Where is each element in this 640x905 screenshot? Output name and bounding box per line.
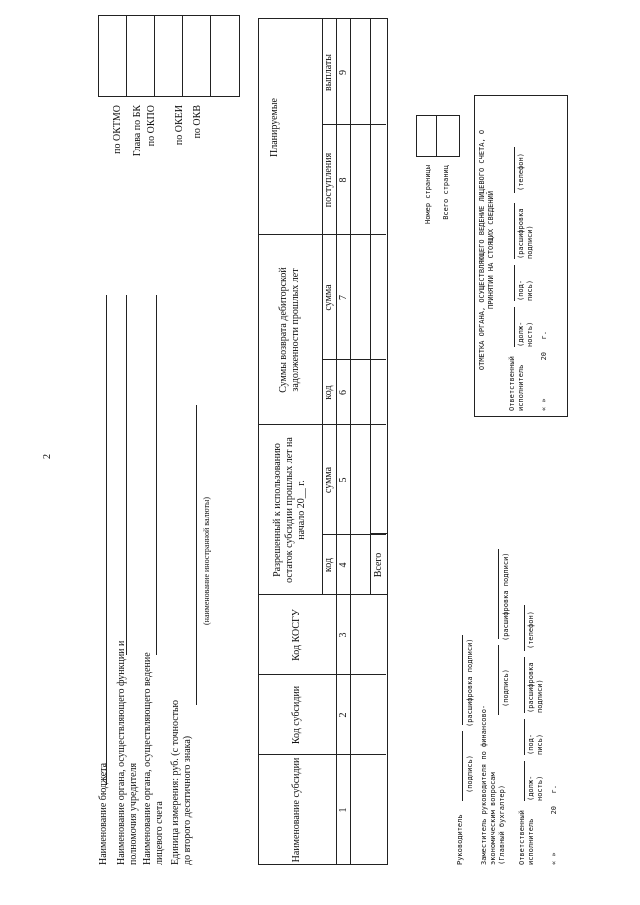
sub-sum-header-2: сумма — [323, 284, 334, 311]
okv-label: по ОКВ — [192, 105, 203, 139]
glava-label: Глава по БК — [132, 105, 143, 157]
sub-payments-header: выплаты — [323, 53, 334, 92]
col-number: 6 — [337, 390, 349, 395]
okpo-label: по ОКПО — [146, 105, 157, 147]
codes-box — [98, 15, 240, 97]
mark-executor-label: Ответственный исполнитель — [508, 356, 525, 411]
mark-date-field: « » 20 г. — [540, 330, 548, 411]
page-number-label: Номер страницы — [424, 165, 432, 225]
currency-line — [196, 405, 197, 705]
group-planned-header: Планируемые — [269, 98, 280, 158]
total-label: Всего — [372, 552, 384, 578]
col-number: 2 — [337, 712, 349, 718]
document-page: 2 Наименование бюджета Наименование органа, осуществляющего функции и полномочия учредителя Наименование органа, осуществляющего ведение лицевого счета Единица измерения: руб. (с точностью до второго десятичного знака) (наименование иностранной валюты) по ОКТМО Глава по БК по ОКПО по ОКЕИ по ОКВ Наименование субсидии Код субсидии Код КОСГУ Разрешенный к использованию остаток субсидии прошлых лет на начало 20__ г. Суммы возврата дебиторской задолженности прошлых лет Планируемые код сумма код сумма поступления выплаты 1 2 3 4 5 6 7 8 9 Всего Руководитель (подпись) (расшифровка подписи) Заместитель руководителя по финансово-экономическим вопросам (Главный бухгалтер) (подпись) (расшифровка подписи) Ответственный исполнитель (долж- ность) (под- пись) (расшифровка подписи) (телефон) « » 20 г. Номер страницы Всего страниц ОТМЕТКА ОРГАНА, ОСУЩЕСТВЛЯЮЩЕГО ВЕДЕНИЕ ЛИЦЕВОГО СЧЕТА, О ПРИНЯТИИ НА СТОЯЩИХ СВЕДЕНИЙ Ответственный исполнитель (долж- ность) (под- пись) (расшифровка подписи) (телефон) « » 20 г. — [0, 0, 640, 905]
account-organ-line — [156, 295, 157, 655]
chief-accountant-label: (Главный бухгалтер) — [498, 784, 506, 865]
group-debt-header: Суммы возврата дебиторской задолженности прошлых лет — [278, 267, 301, 393]
sub-code-header: код — [323, 557, 334, 573]
unit-label: Единица измерения: руб. (с точностью до второго десятичного знака) — [170, 699, 193, 865]
account-organ-label: Наименование органа, осуществляющего ведение лицевого счета — [142, 652, 165, 865]
col-number: 5 — [337, 477, 349, 483]
currency-caption: (наименование иностранной валюты) — [202, 497, 211, 625]
group-allowed-header: Разрешенный к использованию остаток субсидии прошлых лет на начало 20__ г. — [272, 437, 307, 583]
col-name-header: Наименование субсидии — [291, 757, 302, 863]
budget-name-line — [106, 295, 107, 785]
col-kosgu-header: Код КОСГУ — [291, 609, 302, 661]
col-number: 1 — [337, 807, 349, 813]
col-number: 4 — [337, 562, 349, 568]
page-number: 2 — [42, 454, 53, 459]
okei-label: по ОКЕИ — [174, 105, 185, 146]
deputy-label: Заместитель руководителя по финансово-экономическим вопросам — [480, 704, 497, 865]
sub-code-header-2: код — [323, 385, 334, 400]
account-mark-title: ОТМЕТКА ОРГАНА, ОСУЩЕСТВЛЯЮЩЕГО ВЕДЕНИЕ ЛИЦЕВОГО СЧЕТА, О ПРИНЯТИИ НА СТОЯЩИХ СВЕДЕНИЙ — [478, 129, 495, 371]
organ-name-label: Наименование органа, осуществляющего функции и полномочия учредителя — [116, 640, 139, 865]
organ-name-line — [126, 295, 127, 655]
sub-receipts-header: поступления — [323, 152, 334, 208]
page-counter-box — [416, 115, 460, 157]
col-number: 8 — [337, 177, 349, 183]
col-number: 9 — [337, 70, 349, 75]
head-label: Руководитель — [456, 814, 464, 865]
col-code-header: Код субсидии — [291, 685, 302, 745]
date-field: « » 20 г. — [550, 784, 558, 865]
total-pages-label: Всего страниц — [442, 165, 450, 220]
col-number: 7 — [337, 295, 349, 300]
sub-sum-header: сумма — [323, 466, 334, 494]
col-number: 3 — [337, 632, 349, 638]
executor-label: Ответственный исполнитель — [518, 810, 535, 865]
budget-name-label: Наименование бюджета — [98, 762, 109, 865]
oktmo-label: по ОКТМО — [112, 105, 123, 154]
